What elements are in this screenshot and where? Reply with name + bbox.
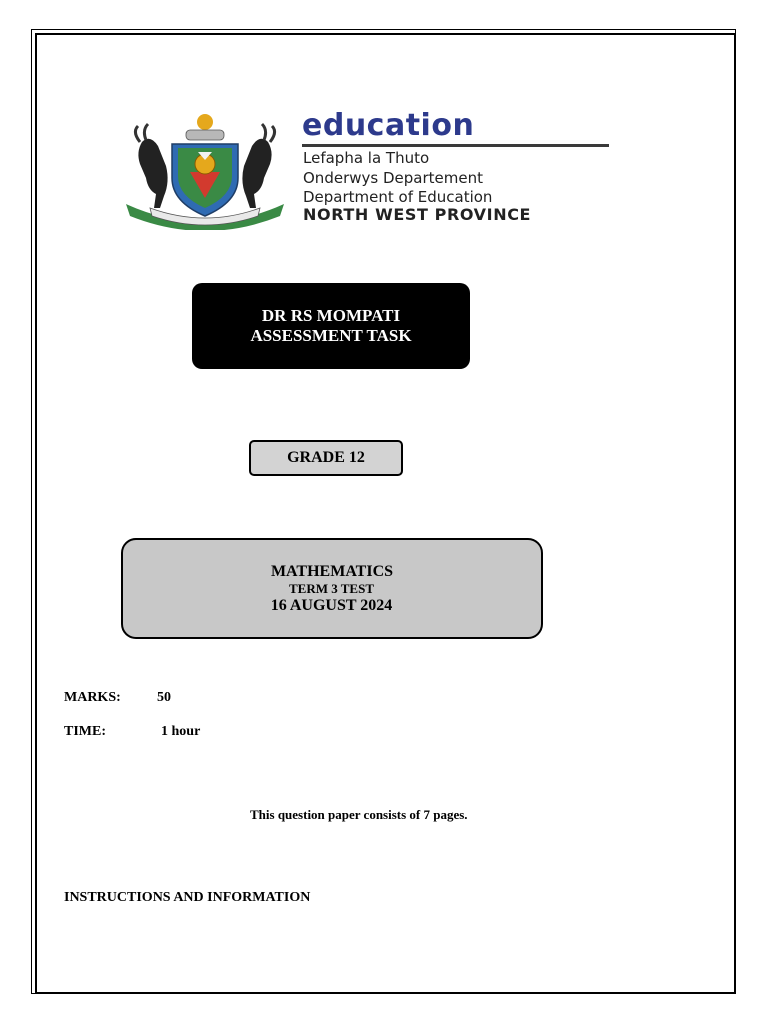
marks-label: MARKS: bbox=[64, 690, 121, 705]
logo-line-setswana: Lefapha la Thuto bbox=[303, 149, 430, 167]
time-label: TIME: bbox=[64, 724, 106, 739]
instructions-heading: INSTRUCTIONS AND INFORMATION bbox=[64, 890, 311, 905]
marks-value: 50 bbox=[157, 690, 171, 705]
logo-line-afrikaans: Onderwys Departement bbox=[303, 169, 483, 187]
coat-of-arms-logo bbox=[120, 112, 290, 230]
page-count-note: This question paper consists of 7 pages. bbox=[250, 807, 468, 822]
test-date: 16 AUGUST 2024 bbox=[270, 597, 393, 614]
logo-province: NORTH WEST PROVINCE bbox=[303, 205, 532, 224]
logo-divider bbox=[302, 144, 609, 147]
logo-line-english: Department of Education bbox=[303, 188, 493, 206]
subject-name: MATHEMATICS bbox=[270, 563, 394, 580]
school-title-box bbox=[192, 283, 470, 369]
test-name: TERM 3 TEST bbox=[288, 581, 374, 596]
subject-box bbox=[121, 538, 543, 639]
grade-badge: GRADE 12 bbox=[249, 440, 403, 476]
time-value: 1 hour bbox=[161, 724, 201, 739]
logo-wordmark: education bbox=[302, 108, 475, 143]
assessment-task-label: ASSESSMENT TASK bbox=[250, 326, 412, 345]
school-name: DR RS MOMPATI bbox=[261, 306, 401, 325]
